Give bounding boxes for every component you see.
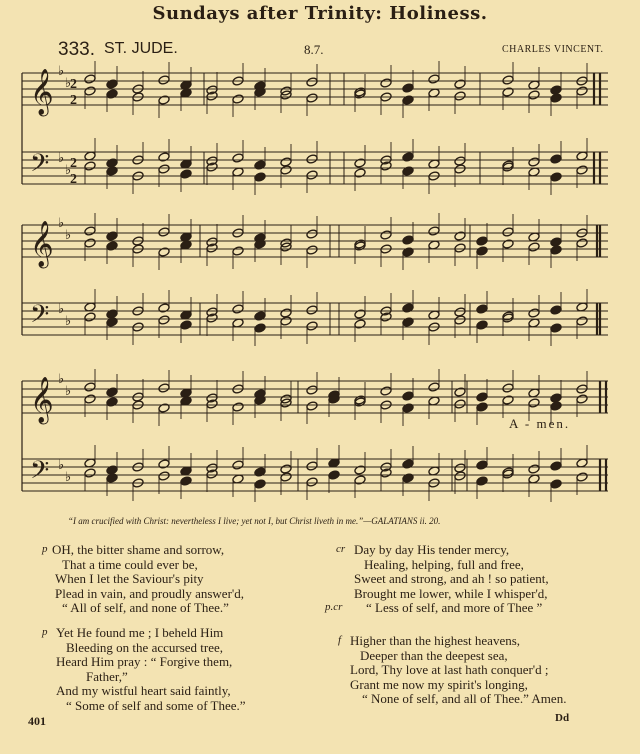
flat-sign-icon: ♭ bbox=[58, 150, 65, 165]
note-head bbox=[306, 245, 318, 255]
note-head bbox=[454, 315, 466, 325]
note-head bbox=[306, 77, 318, 87]
note-head bbox=[402, 247, 414, 257]
note-head bbox=[550, 461, 562, 471]
time-signature-denominator: 2 bbox=[70, 93, 77, 108]
note-head bbox=[354, 465, 366, 475]
note-head bbox=[158, 471, 170, 481]
note-head bbox=[402, 83, 414, 93]
note-head bbox=[476, 320, 488, 330]
note-head bbox=[106, 387, 118, 397]
note-head bbox=[280, 316, 292, 326]
note-head bbox=[550, 479, 562, 489]
stanza-line: Heard Him pray : “ Forgive them, bbox=[56, 654, 233, 670]
flat-sign-icon: ♭ bbox=[58, 215, 65, 230]
stanza-1 bbox=[52, 543, 244, 616]
note-head bbox=[454, 91, 466, 101]
stanza-line: Brought me lower, while I whisper'd, bbox=[354, 585, 548, 601]
stanza-line: Lord, Thy love at last hath conquer'd ; bbox=[350, 662, 549, 678]
note-head bbox=[158, 247, 170, 257]
note-head bbox=[180, 476, 192, 486]
note-head bbox=[550, 93, 562, 103]
note-head bbox=[354, 168, 366, 178]
note-head bbox=[232, 304, 244, 314]
note-head bbox=[354, 475, 366, 485]
stanza-line: Deeper than the deepest sea, bbox=[360, 647, 508, 663]
note-head bbox=[254, 467, 266, 477]
note-head bbox=[232, 94, 244, 104]
stanza-3 bbox=[354, 543, 549, 616]
flat-sign-icon: ♭ bbox=[58, 371, 65, 386]
note-head bbox=[502, 75, 514, 85]
note-head bbox=[306, 305, 318, 315]
note-head bbox=[402, 403, 414, 413]
note-head bbox=[158, 303, 170, 313]
note-head bbox=[402, 391, 414, 401]
stanza-line: Higher than the highest heavens, bbox=[350, 633, 521, 648]
note-head bbox=[84, 86, 96, 96]
note-head bbox=[576, 238, 588, 248]
note-head bbox=[106, 166, 118, 176]
note-head bbox=[254, 311, 266, 321]
note-head bbox=[550, 401, 562, 411]
note-head bbox=[158, 383, 170, 393]
note-head bbox=[232, 402, 244, 412]
note-head bbox=[380, 78, 392, 88]
stanza-line: “ None of self, and all of Thee.” Amen. bbox=[362, 691, 567, 707]
note-head bbox=[528, 157, 540, 167]
note-head bbox=[158, 152, 170, 162]
stanza-dynamic: f bbox=[338, 634, 342, 646]
note-head bbox=[254, 160, 266, 170]
stanza-line: “ All of self, and none of Thee.” bbox=[62, 600, 229, 616]
note-head bbox=[576, 472, 588, 482]
note-head bbox=[402, 473, 414, 483]
stanza-line: Bleeding on the accursed tree, bbox=[66, 639, 224, 655]
note-head bbox=[502, 239, 514, 249]
note-head bbox=[354, 319, 366, 329]
note-head bbox=[84, 382, 96, 392]
note-head bbox=[106, 79, 118, 89]
note-head bbox=[402, 95, 414, 105]
note-head bbox=[158, 164, 170, 174]
note-head bbox=[306, 321, 318, 331]
note-head bbox=[502, 227, 514, 237]
note-head bbox=[550, 154, 562, 164]
flat-sign-icon: ♭ bbox=[65, 469, 72, 484]
note-head bbox=[402, 235, 414, 245]
note-head bbox=[428, 74, 440, 84]
note-head bbox=[502, 383, 514, 393]
note-head bbox=[576, 86, 588, 96]
signature-mark: Dd bbox=[555, 712, 570, 724]
stanza-line: Yet He found me ; I beheld Him bbox=[56, 625, 224, 640]
note-head bbox=[454, 231, 466, 241]
note-head bbox=[84, 74, 96, 84]
note-head bbox=[454, 164, 466, 174]
note-head bbox=[158, 315, 170, 325]
page-number: 401 bbox=[28, 714, 46, 728]
note-head bbox=[306, 93, 318, 103]
note-head bbox=[476, 476, 488, 486]
note-head bbox=[254, 323, 266, 333]
note-head bbox=[550, 245, 562, 255]
stanza-line: “ Some of self and some of Thee.” bbox=[66, 697, 246, 713]
note-head bbox=[550, 305, 562, 315]
note-head bbox=[84, 312, 96, 322]
epigraph: “I am crucified with Christ: nevertheless I live; yet not I, but Christ liveth in me.”—GALATIANS ii. 20. bbox=[68, 516, 441, 526]
bass-clef-icon: 𝄢 bbox=[30, 456, 50, 491]
note-head bbox=[306, 170, 318, 180]
stanza-line: Sweet and strong, and ah ! so patient, bbox=[354, 571, 549, 587]
note-head bbox=[180, 169, 192, 179]
flat-sign-icon: ♭ bbox=[65, 383, 72, 398]
stanza-line: Day by day His tender mercy, bbox=[354, 542, 510, 557]
note-head bbox=[306, 385, 318, 395]
note-head bbox=[306, 477, 318, 487]
bass-clef-icon: 𝄢 bbox=[30, 149, 50, 184]
note-head bbox=[454, 387, 466, 397]
note-head bbox=[476, 402, 488, 412]
note-head bbox=[84, 468, 96, 478]
note-head bbox=[158, 459, 170, 469]
treble-clef-icon: 𝄞 bbox=[30, 221, 54, 267]
note-head bbox=[528, 398, 540, 408]
note-head bbox=[232, 246, 244, 256]
note-head bbox=[354, 158, 366, 168]
note-head bbox=[158, 75, 170, 85]
note-head bbox=[576, 165, 588, 175]
note-head bbox=[550, 323, 562, 333]
note-head bbox=[502, 87, 514, 97]
flat-sign-icon: ♭ bbox=[58, 63, 65, 78]
note-head bbox=[106, 317, 118, 327]
time-signature-numerator: 2 bbox=[70, 156, 77, 171]
stanza-line: That a time could ever be, bbox=[62, 556, 198, 572]
composer: CHARLES VINCENT. bbox=[502, 44, 604, 55]
stanza-line: Father,” bbox=[86, 668, 128, 684]
stanza-2 bbox=[56, 626, 246, 714]
note-head bbox=[106, 473, 118, 483]
note-head bbox=[476, 246, 488, 256]
note-head bbox=[158, 403, 170, 413]
time-signature-numerator: 2 bbox=[70, 77, 77, 92]
note-head bbox=[280, 165, 292, 175]
note-head bbox=[232, 153, 244, 163]
note-head bbox=[402, 152, 414, 162]
note-head bbox=[402, 303, 414, 313]
note-head bbox=[306, 401, 318, 411]
note-head bbox=[84, 161, 96, 171]
note-head bbox=[106, 231, 118, 241]
note-head bbox=[528, 90, 540, 100]
stanza-line: Healing, helping, full and free, bbox=[364, 556, 524, 572]
note-head bbox=[402, 166, 414, 176]
note-head bbox=[402, 459, 414, 469]
note-head bbox=[84, 226, 96, 236]
note-head bbox=[106, 241, 118, 251]
flat-sign-icon: ♭ bbox=[65, 227, 72, 242]
note-head bbox=[476, 392, 488, 402]
note-head bbox=[306, 154, 318, 164]
note-head bbox=[254, 479, 266, 489]
flat-sign-icon: ♭ bbox=[58, 301, 65, 316]
running-head: Sundays after Trinity: Holiness. bbox=[152, 3, 488, 24]
stanza-line: Plead in vain, and proudly answer'd, bbox=[55, 585, 244, 601]
flat-sign-icon: ♭ bbox=[58, 457, 65, 472]
flat-sign-icon: ♭ bbox=[65, 162, 72, 177]
stanza-dynamic: p bbox=[42, 626, 48, 638]
note-head bbox=[576, 316, 588, 326]
note-head bbox=[502, 395, 514, 405]
flat-sign-icon: ♭ bbox=[65, 75, 72, 90]
stanza-line: And my wistful heart said faintly, bbox=[56, 683, 231, 699]
amen-lyric: A - men. bbox=[509, 416, 571, 431]
note-head bbox=[550, 172, 562, 182]
note-head bbox=[454, 243, 466, 253]
note-head bbox=[106, 89, 118, 99]
note-head bbox=[306, 461, 318, 471]
flat-sign-icon: ♭ bbox=[65, 313, 72, 328]
note-head bbox=[454, 471, 466, 481]
note-head bbox=[158, 227, 170, 237]
note-head bbox=[84, 238, 96, 248]
stanza-line: OH, the bitter shame and sorrow, bbox=[52, 542, 225, 557]
note-head bbox=[476, 460, 488, 470]
note-head bbox=[428, 226, 440, 236]
note-head bbox=[84, 394, 96, 404]
hymn-number: 333. bbox=[58, 39, 95, 60]
note-head bbox=[402, 317, 414, 327]
note-head bbox=[576, 394, 588, 404]
note-head bbox=[280, 472, 292, 482]
note-head bbox=[180, 320, 192, 330]
note-head bbox=[158, 95, 170, 105]
note-head bbox=[380, 230, 392, 240]
stanza-dynamic: cr bbox=[336, 543, 346, 555]
note-head bbox=[380, 386, 392, 396]
note-head bbox=[476, 236, 488, 246]
note-head bbox=[428, 382, 440, 392]
note-head bbox=[528, 464, 540, 474]
stanza-dynamic: p bbox=[42, 543, 48, 555]
stanza-4 bbox=[350, 634, 566, 707]
note-head bbox=[232, 460, 244, 470]
tune-name: ST. JUDE. bbox=[104, 40, 178, 57]
stanza-line: When I let the Saviour's pity bbox=[55, 571, 204, 587]
note-head bbox=[454, 79, 466, 89]
stanza-line: “ Less of self, and more of Thee ” bbox=[366, 600, 543, 616]
note-head bbox=[528, 242, 540, 252]
note-head bbox=[454, 399, 466, 409]
treble-clef-icon: 𝄞 bbox=[30, 377, 54, 423]
note-head bbox=[528, 308, 540, 318]
bass-clef-icon: 𝄢 bbox=[30, 300, 50, 335]
stanza-dynamic-last-line: p.cr bbox=[325, 601, 343, 613]
note-head bbox=[354, 309, 366, 319]
note-head bbox=[106, 397, 118, 407]
note-head bbox=[328, 470, 340, 480]
stanza-line: Grant me now my spirit's longing, bbox=[350, 676, 528, 692]
note-head bbox=[476, 304, 488, 314]
note-head bbox=[254, 172, 266, 182]
treble-clef-icon: 𝄞 bbox=[30, 69, 54, 115]
meter: 8.7. bbox=[304, 42, 324, 57]
time-signature-denominator: 2 bbox=[70, 172, 77, 187]
note-head bbox=[306, 229, 318, 239]
